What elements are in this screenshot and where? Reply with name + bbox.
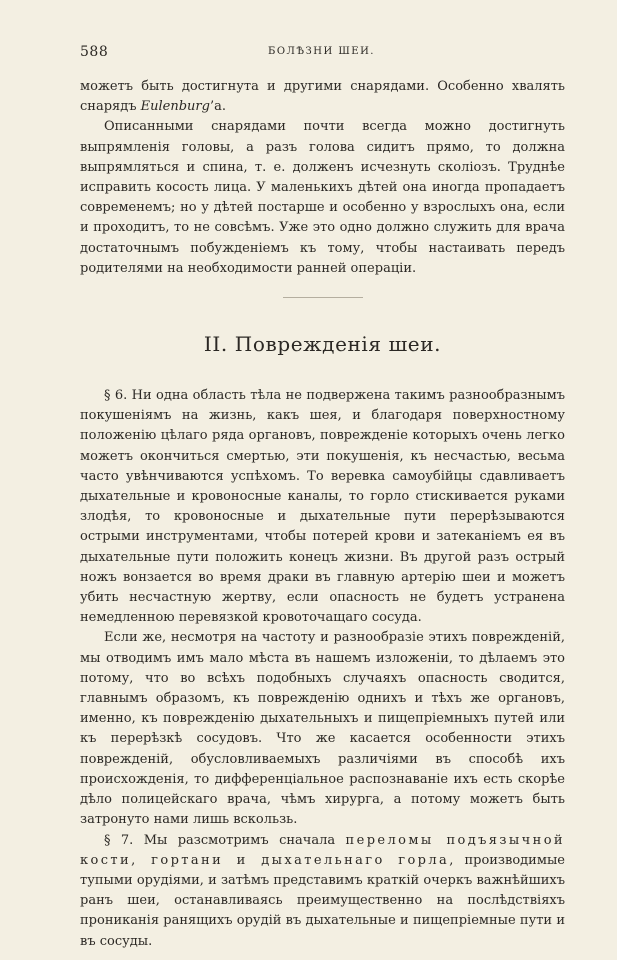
page-header: [80, 44, 563, 60]
paragraph-continued: [80, 77, 565, 117]
emphasized-text: переломы подъязычной кости, гортани и дыхательнаго горла: [80, 832, 565, 868]
paragraph-text: ’а.: [209, 99, 226, 115]
section-title: II. Поврежденія шеи.: [203, 332, 442, 357]
author-name: Eulenburg: [140, 99, 210, 115]
paragraph-apparatus: Описанными снарядами почти всегда можно достигнуть выпрямленія головы, а разъ голова сидитъ прямо, то должна выпрямляться и спина, т. е. долженъ исчезнуть сколіозъ. Труднѣе исправить косость лица. У маленькихъ дѣтей она иногда пропадаетъ современемъ; но у дѣтей постарше и особенно у взрослыхъ она, если и проходитъ, то не совсѣмъ. Уже это одно должно служить для врача достаточнымъ побужденіемъ къ тому, чтобы настаивать передъ родителями на необходимости ранней операціи.: [80, 119, 565, 276]
paragraph-text: , производимые тупыми орудіями, и затѣмъ представимъ краткій очеркъ важнѣйшихъ ранъ шеи, останавливаясь преимущественно на послѣдствіяхъ прониканія ранящихъ орудій въ дыхательные и пищепріемные пути и въ сосуды.: [80, 852, 565, 949]
page-body: [80, 77, 565, 952]
running-head: БОЛѢЗНИ ШЕИ.: [268, 46, 375, 57]
paragraph-text: можетъ быть достигнута и другими снарядами. Особенно хвалять снарядъ: [80, 79, 565, 115]
page-number: 588: [80, 44, 109, 60]
paragraph-section-6: § 6. Ни одна область тѣла не подвержена такимъ разнообразнымъ покушеніямъ на жизнь, какъ шея, и благодаря поверхностному положенію цѣлаго ряда органовъ, поврежденіе которыхъ очень легко можетъ окончиться смертью, эти покушенія, къ несчастью, весьма часто увѣнчиваются успѣхомъ. То веревка самоубійцы сдавливаетъ дыхательные и кровоносные каналы, то горло стискивается руками злодѣя, то кровоносные и дыхательные пути перерѣзываются острыми инструментами, чтобы потерей крови и затеканіемъ ея въ дыхательные пути положить конецъ жизни. Въ другой разъ острый ножъ вонзается во время драки въ главную артерію шеи и можетъ убить несчастную жертву, если опасность не будетъ устранена немедленною перевязкой кровоточащаго сосуда.: [80, 388, 565, 626]
section-divider: [283, 297, 363, 298]
paragraph-text: § 7. Мы разсмотримъ сначала: [104, 832, 346, 848]
paragraph-section-7: [80, 831, 565, 952]
paragraph-injuries: Если же, несмотря на частоту и разнообразіе этихъ поврежденій, мы отводимъ имъ мало мѣста въ нашемъ изложеніи, то дѣлаемъ это потому, что во всѣхъ подобныхъ случаяхъ опасность сводится, главнымъ образомъ, къ поврежденію однихъ и тѣхъ же органовъ, именно, къ поврежденію дыхательныхъ и пищепріемныхъ путей или къ перерѣзкѣ сосудовъ. Что же касается особенности этихъ поврежденій, обусловливаемыхъ различіями въ способѣ ихъ происхожденія, то дифференціальное распознаваніе ихъ есть скорѣе дѣло полицейскаго врача, чѣмъ хирурга, а потому можетъ быть затронуто нами лишь вскользь.: [80, 630, 565, 828]
